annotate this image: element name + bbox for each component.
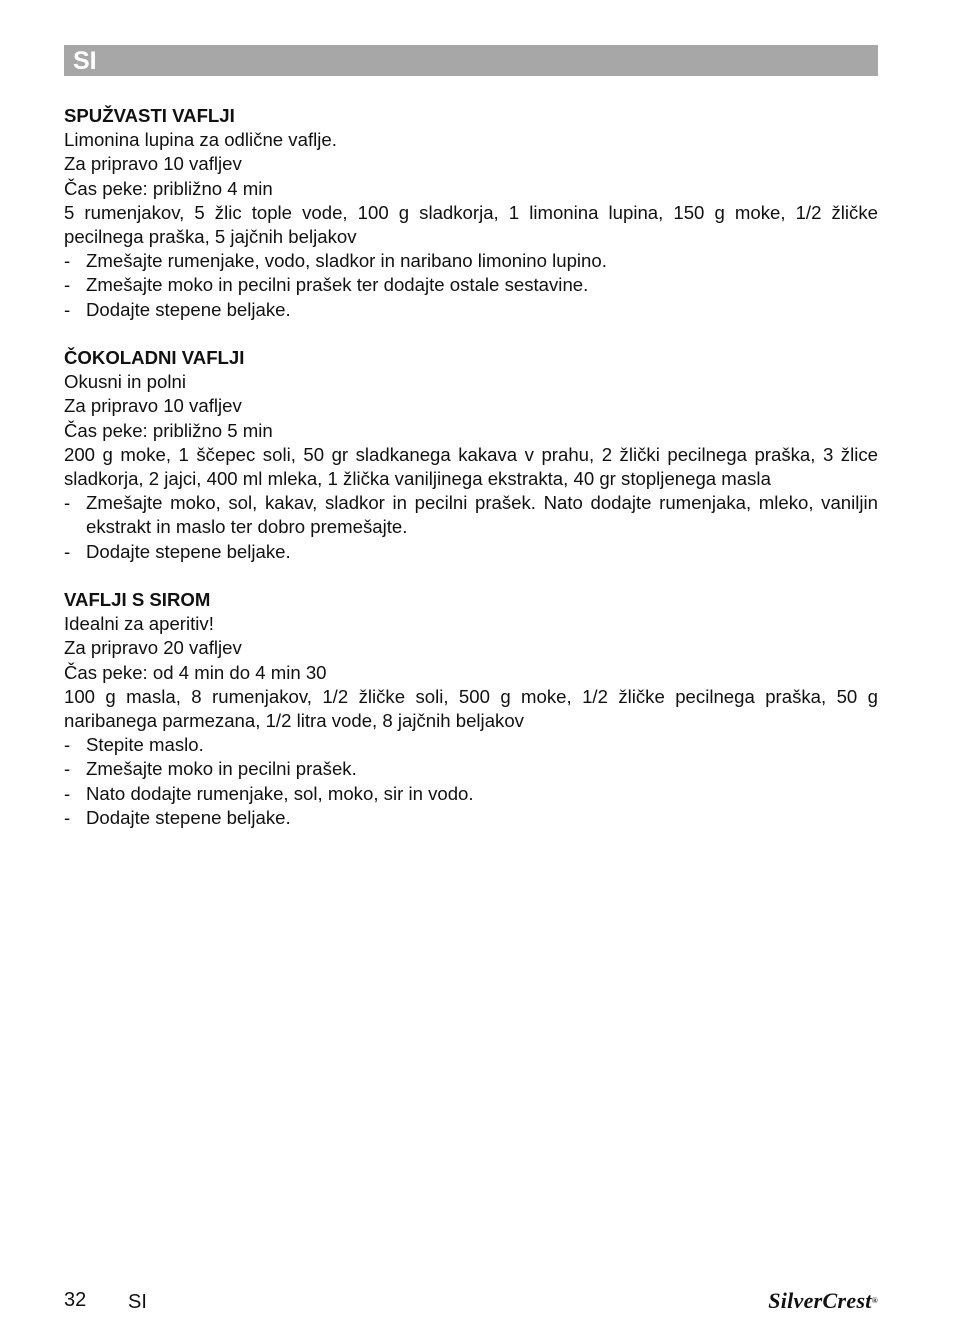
recipe-vaflji-s-sirom: [64, 588, 878, 830]
recipe-ingredients: 200 g moke, 1 ščepec soli, 50 gr sladkanega kakava v prahu, 2 žlički pecilnega praška, 3 žlice sladkorja, 2 jajci, 400 ml mleka, 1 žlička vaniljinega ekstrakta, 40 gr stopljenega masla: [64, 443, 878, 490]
brand-logo: [768, 1288, 878, 1314]
recipe-title: ČOKOLADNI VAFLJI: [64, 347, 245, 369]
recipe-time: Čas peke: približno 4 min: [64, 177, 273, 199]
language-tag: SI: [73, 47, 97, 75]
recipe-spuzvasti-vaflji: [64, 104, 878, 322]
recipe-time: Čas peke: približno 5 min: [64, 419, 273, 441]
recipe-step: - Zmešajte moko in pecilni prašek.: [64, 758, 357, 780]
page-content: [64, 104, 878, 854]
language-header-bar: [64, 45, 878, 76]
recipe-ingredients: 100 g masla, 8 rumenjakov, 1/2 žličke soli, 500 g moke, 1/2 žličke pecilnega praška, 50 g naribanega parmezana, 1/2 litra vode, 8 jajčnih beljakov: [64, 685, 878, 732]
recipe-step: - Zmešajte rumenjake, vodo, sladkor in naribano limonino lupino.: [64, 250, 607, 272]
recipe-title: VAFLJI S SIROM: [64, 589, 211, 611]
recipe-steps: [64, 491, 878, 564]
recipe-servings: Za pripravo 20 vafljev: [64, 637, 242, 659]
recipe-title: SPUŽVASTI VAFLJI: [64, 105, 235, 126]
footer-language: SI: [128, 1291, 147, 1313]
recipe-step: - Stepite maslo.: [64, 734, 204, 756]
recipe-steps: [64, 249, 878, 322]
registered-mark: ®: [871, 1296, 878, 1305]
recipe-step: - Nato dodajte rumenjake, sol, moko, sir in vodo.: [64, 782, 474, 804]
recipe-servings: Za pripravo 10 vafljev: [64, 395, 242, 417]
recipe-step: - Dodajte stepene beljake.: [64, 540, 291, 562]
recipe-step: - Zmešajte moko in pecilni prašek ter dodajte ostale sestavine.: [64, 274, 589, 296]
page-number: 32: [64, 1289, 87, 1311]
recipe-step: - Dodajte stepene beljake.: [64, 806, 291, 828]
brand-name: SilverCrest: [768, 1288, 872, 1313]
recipe-step: - Zmešajte moko, sol, kakav, sladkor in pecilni prašek. Nato dodajte rumenjaka, mleko, vaniljin ekstrakt in maslo ter dobro premešajte.: [64, 492, 878, 538]
recipe-cokoladni-vaflji: [64, 346, 878, 564]
recipe-steps: [64, 733, 878, 830]
recipe-ingredients: 5 rumenjakov, 5 žlic tople vode, 100 g sladkorja, 1 limonina lupina, 150 g moke, 1/2 žličke pecilnega praška, 5 jajčnih beljakov: [64, 201, 878, 248]
recipe-servings: Za pripravo 10 vafljev: [64, 153, 242, 175]
recipe-time: Čas peke: od 4 min do 4 min 30: [64, 661, 327, 683]
recipe-tagline: Okusni in polni: [64, 371, 186, 393]
recipe-tagline: Idealni za aperitiv!: [64, 613, 214, 635]
recipe-step: - Dodajte stepene beljake.: [64, 298, 291, 320]
recipe-tagline: Limonina lupina za odlične vaflje.: [64, 129, 337, 151]
